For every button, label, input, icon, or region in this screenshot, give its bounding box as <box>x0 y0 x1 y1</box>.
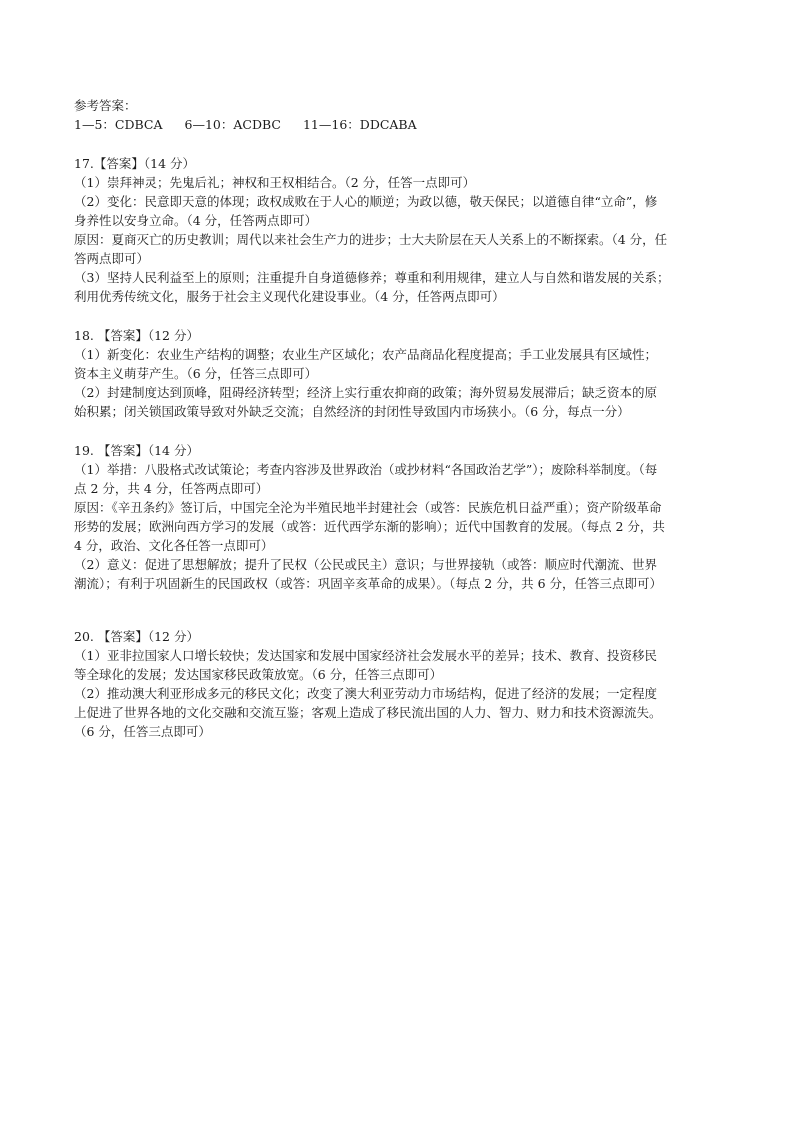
question-20-heading: 20. 【答案】（12 分） <box>74 629 199 644</box>
question-20-section <box>74 627 724 741</box>
q20-line: 上促进了世界各地的文化交融和交流互鉴；客观上造成了移民流出国的人力、智力、财力和技术资源流失。 <box>74 705 662 720</box>
reference-answers-title: 参考答案： <box>74 98 137 113</box>
q17-line: （2）变化：民意即天意的体现；政权成败在于人心的顺逆；为政以德，敬天保民；以道德自律“立命”，修 <box>74 194 658 209</box>
q19-line: 潮流）；有利于巩固新生的民国政权（或答：巩固辛亥革命的成果）。（每点 2 分，共 6 分，任答三点即可） <box>74 576 663 591</box>
q18-line: 资本主义萌芽产生。（6 分，任答三点即可） <box>74 366 318 381</box>
question-19-section <box>74 441 724 593</box>
q18-line: 始积累；闭关锁国政策导致对外缺乏交流；自然经济的封闭性导致国内市场狭小。（6 分，每点一分） <box>74 404 630 419</box>
answer-document <box>74 96 724 741</box>
q17-line: 利用优秀传统文化，服务于社会主义现代化建设事业。（4 分，任答两点即可） <box>74 289 505 304</box>
q19-line: 4 分，政治、文化各任答一点即可） <box>74 538 274 553</box>
mc-answers-6-10: 6—10：ACDBC <box>184 117 281 132</box>
question-19-heading: 19. 【答案】（14 分） <box>74 443 199 458</box>
q17-line: 答两点即可） <box>74 251 150 266</box>
mc-answers-11-16: 11—16：DDCABA <box>302 117 417 132</box>
q18-line: （2）封建制度达到顶峰，阻碍经济转型；经济上实行重农抑商的政策；海外贸易发展滞后；缺乏资本的原 <box>74 385 657 400</box>
q17-line: 身养性以安身立命。（4 分，任答两点即可） <box>74 213 318 228</box>
multiple-choice-answers <box>74 115 724 134</box>
question-18-heading: 18. 【答案】（12 分） <box>74 328 199 343</box>
q17-line: （3）坚持人民利益至上的原则；注重提升自身道德修养；尊重和利用规律，建立人与自然和谐发展的关系； <box>74 270 670 285</box>
question-17-heading: 17.【答案】（14 分） <box>74 156 196 171</box>
q20-line: （1）亚非拉国家人口增长较快；发达国家和发展中国家经济社会发展水平的差异；技术、教育、投资移民 <box>74 648 657 663</box>
q17-line: （1）崇拜神灵；先鬼后礼；神权和王权相结合。（2 分，任答一点即可） <box>74 175 476 190</box>
q19-line: 原因：《辛丑条约》签订后，中国完全沦为半殖民地半封建社会（或答：民族危机日益严重）；资产阶级革命 <box>74 500 662 515</box>
mc-answers-1-5: 1—5：CDBCA <box>74 117 163 132</box>
q20-line: 等全球化的发展；发达国家移民政策放宽。（6 分，任答三点即可） <box>74 667 443 682</box>
q19-line: 形势的发展；欧洲向西方学习的发展（或答：近代西学东渐的影响）；近代中国教育的发展。（每点 2 分，共 <box>74 519 665 534</box>
q19-line: （1）举措：八股格式改试策论；考查内容涉及世界政治（或抄材料“各国政治艺学”）；废除科举制度。（每 <box>74 462 658 477</box>
q20-line: （6 分，任答三点即可） <box>74 724 211 739</box>
question-18-section <box>74 326 724 421</box>
q18-line: （1）新变化：农业生产结构的调整；农业生产区域化；农产品商品化程度提高；手工业发展具有区域性； <box>74 347 657 362</box>
q20-line: （2）推动澳大利亚形成多元的移民文化；改变了澳大利亚劳动力市场结构，促进了经济的发展；一定程度 <box>74 686 657 701</box>
q17-line: 原因：夏商灭亡的历史教训；周代以来社会生产力的进步；士大夫阶层在天人关系上的不断探索。（4 分，任 <box>74 232 668 247</box>
q19-line: （2）意义：促进了思想解放；提升了民权（公民或民主）意识；与世界接轨（或答：顺应时代潮流、世界 <box>74 557 657 572</box>
q19-line: 点 2 分，共 4 分，任答两点即可） <box>74 481 269 496</box>
question-17-section <box>74 154 724 306</box>
